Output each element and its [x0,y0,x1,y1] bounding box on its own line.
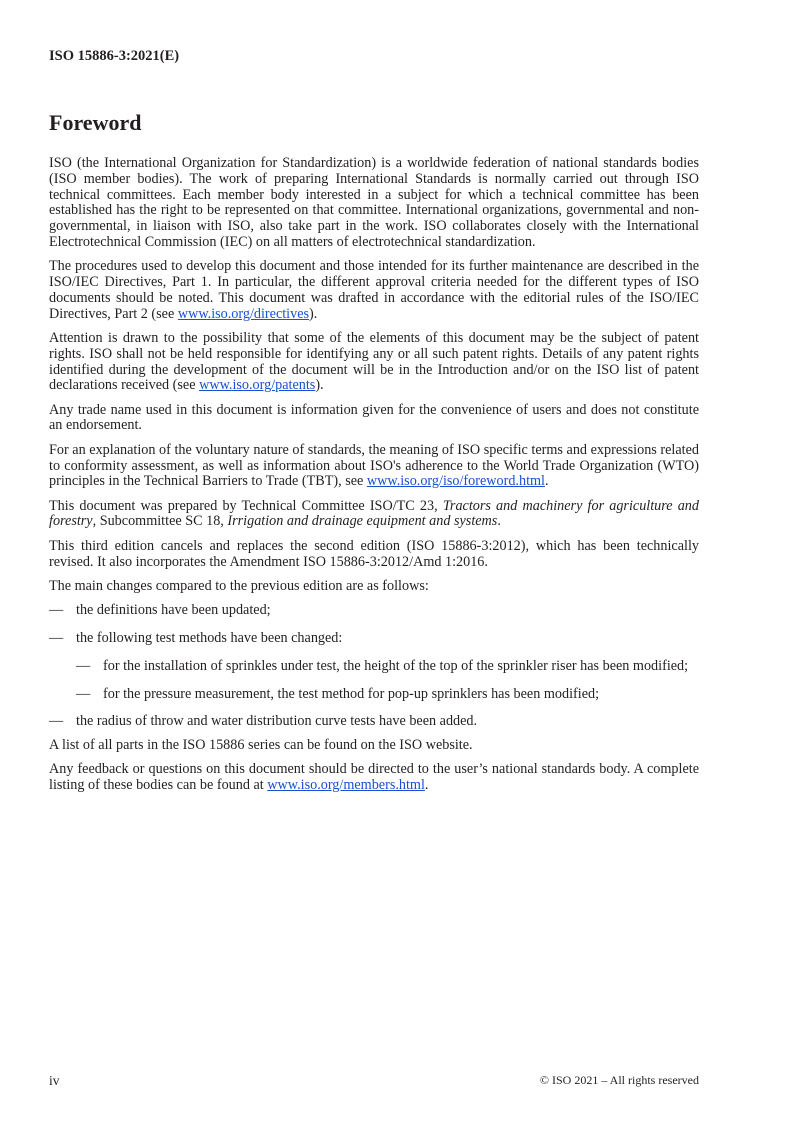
text: Attention is drawn to the possibility that some of the elements of this document may be the subject of patent rights. ISO shall not be held responsible for identifying any or all such patent rights. Details of any patent rights identified during the development of the document will be in the Introduction and/or on the ISO list of patent declarations received (see [49,329,699,394]
dash: — [49,713,64,730]
copyright-notice: © ISO 2021 – All rights reserved [539,1073,699,1087]
foreword-body [49,156,699,803]
list-item [49,603,699,619]
directives-link[interactable]: www.iso.org/directives [177,305,310,322]
list-item-text: for the pressure measurement, the test method for pop-up sprinklers has been modified; [103,685,600,702]
paragraph-feedback [49,762,699,794]
text: Any feedback or questions on this document should be directed to the user’s national standards body. A complete listing of these bodies can be found at [49,761,699,794]
list-item [49,714,699,730]
committee-title: Tractors and machinery for agriculture and forestry [49,497,699,530]
page-number: iv [49,1073,60,1088]
text: For an explanation of the voluntary nature of standards, the meaning of ISO specific terms and expressions related to conformity assessment, as well as information about ISO's adherence to the World Trade Organization (WTO) principles in the Technical Barriers to Trade (TBT), see [49,441,699,490]
dash: — [76,657,91,674]
paragraph-committee [49,499,699,531]
text: ). [309,305,318,322]
paragraph-voluntary [49,443,699,490]
text: . [424,777,429,794]
document-id-header: ISO 15886-3:2021(E) [49,48,180,64]
dash: — [76,685,91,702]
list-item-text: the radius of throw and water distribution curve tests have been added. [76,713,478,730]
paragraph-trade-name: Any trade name used in this document is information given for the convenience of users and does not constitute an endorsement. [49,401,699,434]
paragraph-procedures [49,259,699,322]
text: The procedures used to develop this document and those intended for its further maintenance are described in the ISO/IEC Directives, Part 1. In particular, the different approval criteria needed for the different types of ISO documents should be noted. This document was drafted in accordance with the editorial rules of the ISO/IEC Directives, Part 2 (see [49,258,699,322]
text: , Subcommittee SC 18, [92,513,228,530]
paragraph-changes-intro: The main changes compared to the previous edition are as follows: [49,577,429,594]
dash: — [49,602,64,619]
text: . [545,473,549,490]
list-item-text: for the installation of sprinkles under test, the height of the top of the sprinkler riser has been modified; [103,657,689,674]
paragraph-series: A list of all parts in the ISO 15886 series can be found on the ISO website. [49,737,473,754]
list-item-text: the definitions have been updated; [76,602,271,619]
sub-list-item [49,659,699,675]
foreword-link[interactable]: www.iso.org/iso/foreword.html [366,473,545,490]
paragraph-patents [49,331,699,394]
text: ). [315,377,324,394]
paragraph-edition: This third edition cancels and replaces the second edition (ISO 15886-3:2012), which has been technically revised. It also incorporates the Amendment ISO 15886-3:2012/Amd 1:2016. [49,537,699,570]
subcommittee-title: Irrigation and drainage equipment and systems [227,513,498,530]
list-item [49,631,699,647]
section-title: Foreword [49,110,142,135]
text: . [497,513,501,530]
dash: — [49,629,64,646]
patents-link[interactable]: www.iso.org/patents [199,377,316,394]
paragraph-iso-intro: ISO (the International Organization for Standardization) is a worldwide federation of national standards bodies (ISO member bodies). The work of preparing International Standards is normally carried out through ISO technical committees. Each member body interested in a subject for which a technical committee has been established has the right to be represented on that committee. International organizations, governmental and non-governmental, in liaison with ISO, also take part in the work. ISO collaborates closely with the International Electrotechnical Commission (IEC) on all matters of electrotechnical standardization. [49,155,699,250]
sub-list-item [49,687,699,703]
list-item-text: the following test methods have been changed: [76,629,343,646]
members-link[interactable]: www.iso.org/members.html [267,777,425,794]
text: This document was prepared by Technical Committee ISO/TC 23, [49,497,443,514]
